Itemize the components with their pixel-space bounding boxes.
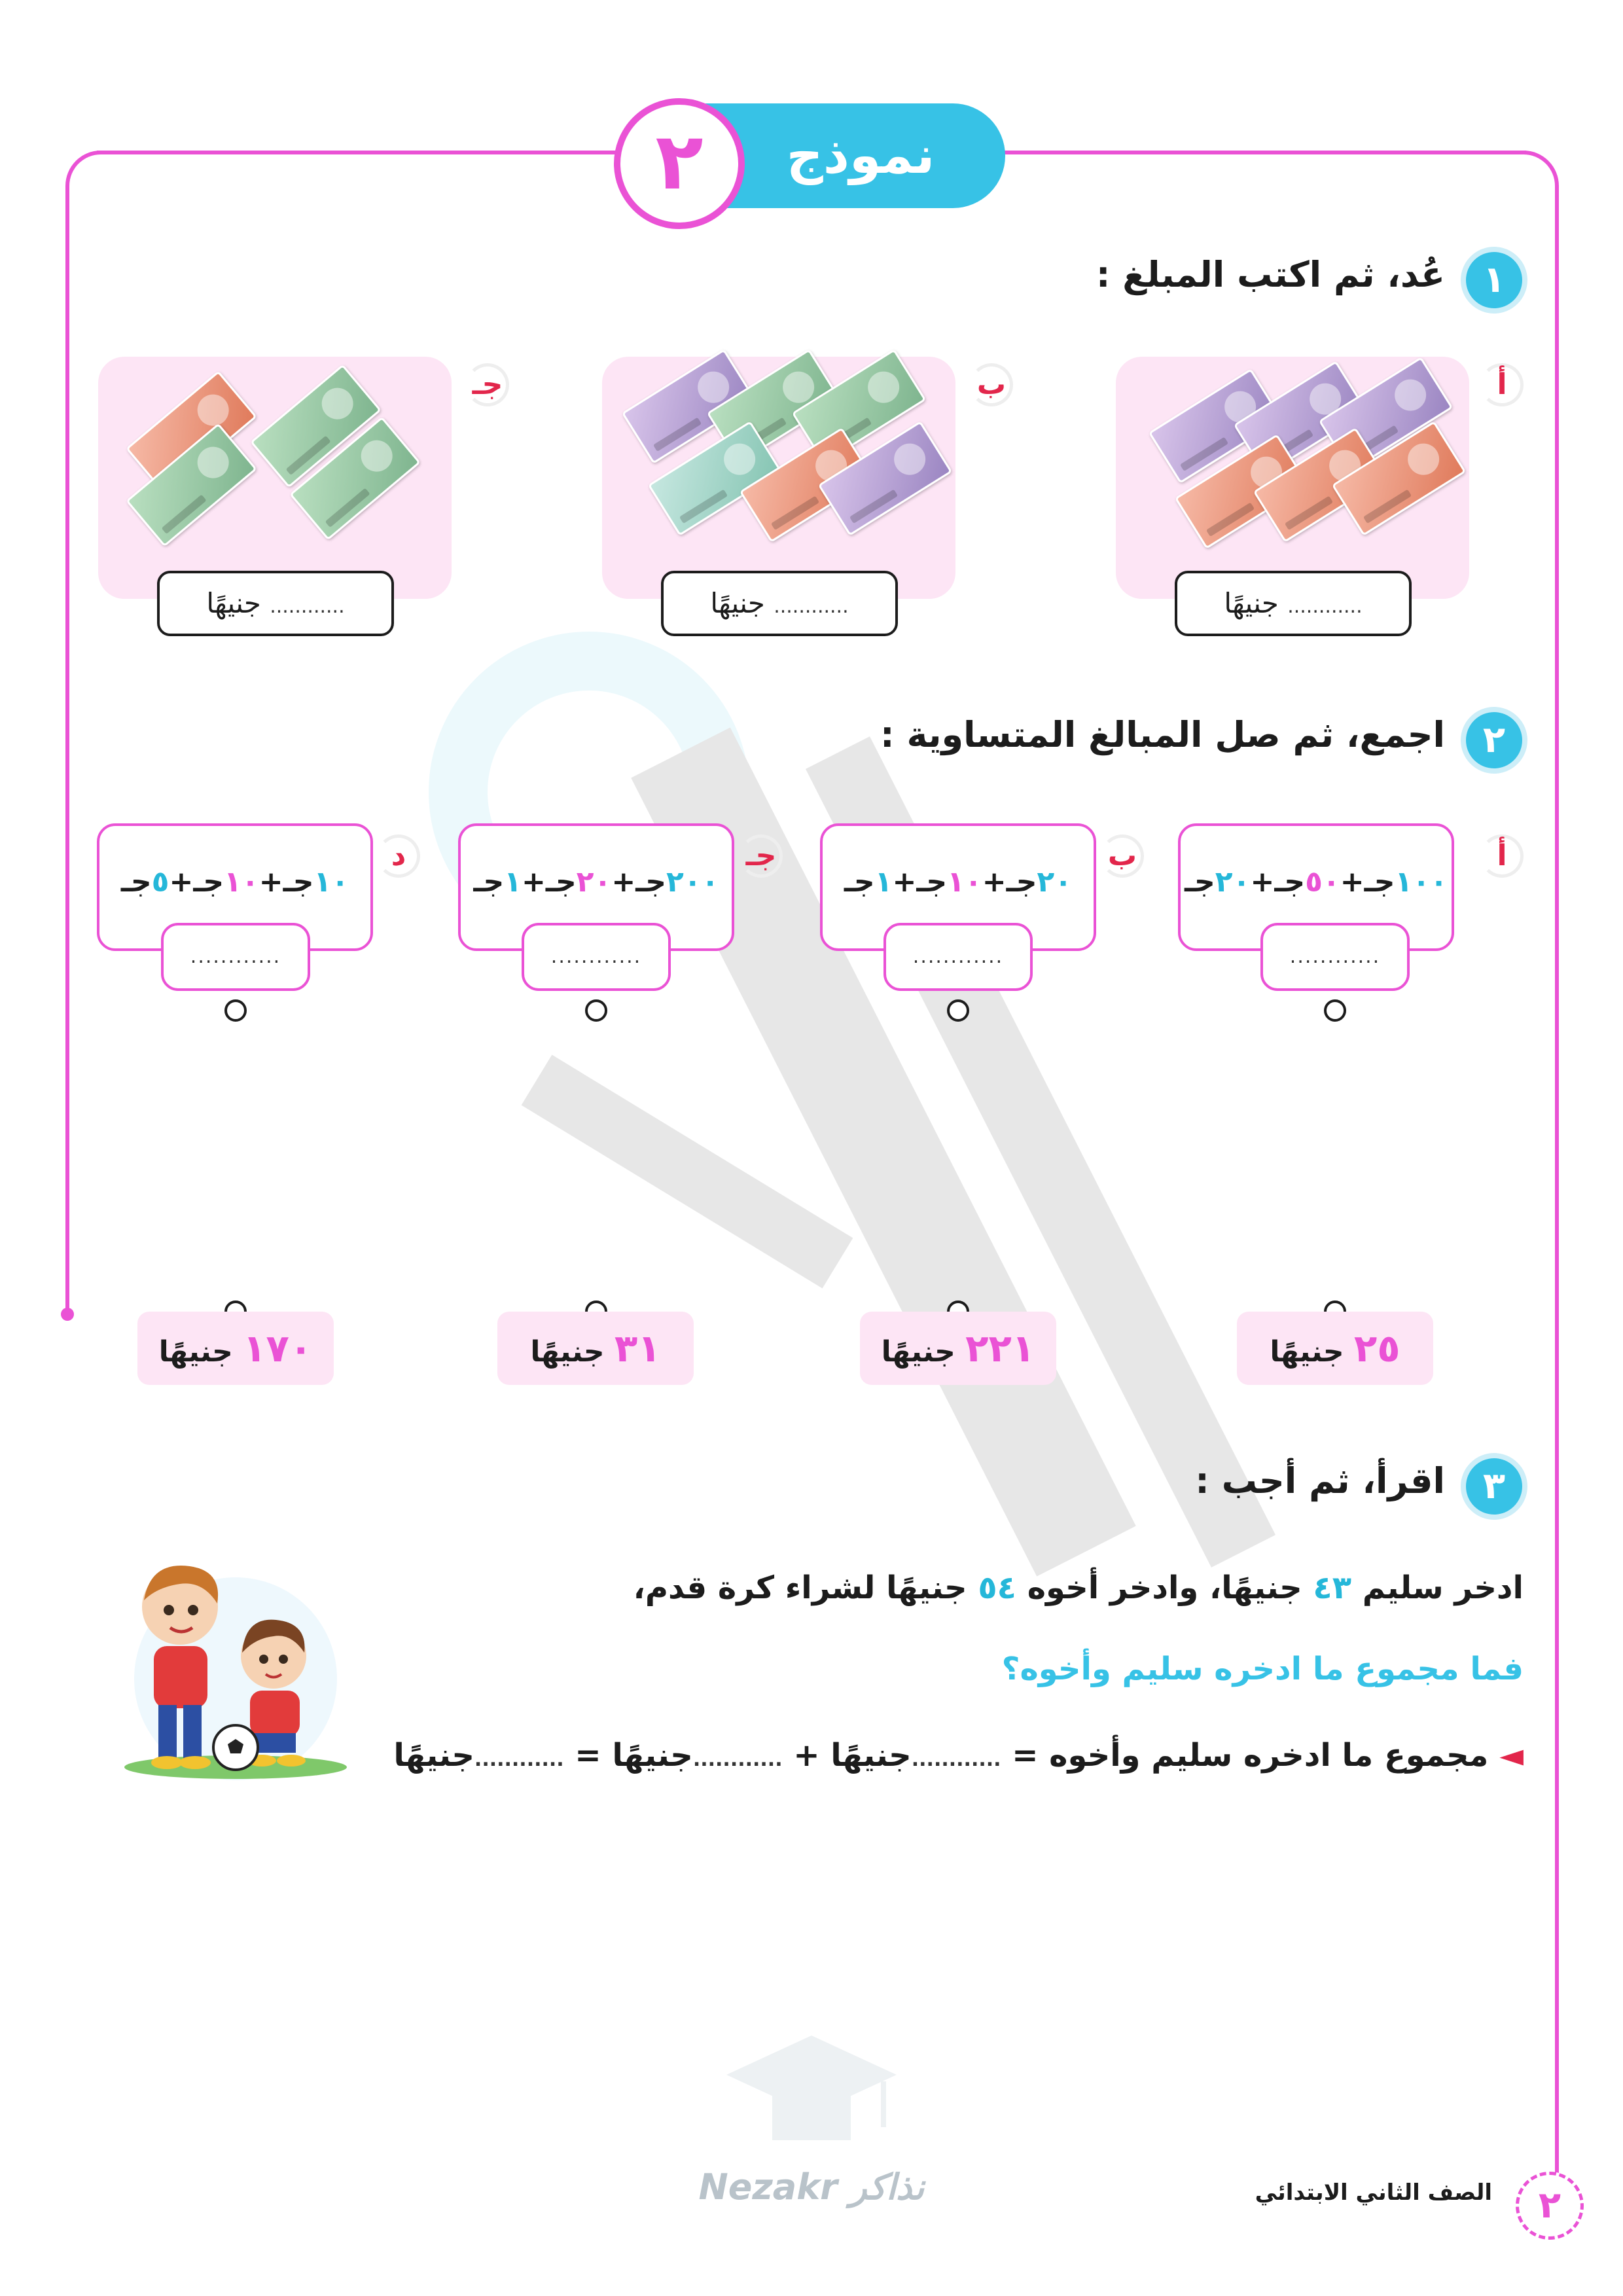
frame-right — [1555, 209, 1559, 2186]
story-text: ادخر سليم ٤٣ جنيهًا، وادخر أخوه ٥٤ جنيهًا لشراء كرة قدم، — [633, 1570, 1524, 1606]
q1-part-a-money — [1116, 357, 1469, 599]
q2-part-c-expression: ٢٠٠جـ+٢٠جـ+١جـ — [473, 865, 719, 899]
q2-part-a-connect-dot[interactable] — [1324, 999, 1346, 1022]
frame-left — [65, 209, 69, 1316]
q2-part-d-connect-dot[interactable] — [224, 999, 247, 1022]
model-number-badge: ٢ — [614, 98, 745, 229]
frame-top-right — [995, 151, 1526, 154]
q1-part-a-letter: أ — [1480, 363, 1524, 406]
answer-line[interactable]: ◄ مجموع ما ادخره سليم وأخوه = ............جنيهًا + ............جنيهًا = ............جنيهًا — [393, 1737, 1524, 1774]
frame-corner-right — [1493, 151, 1559, 216]
q2-part-c-answer[interactable]: ............ — [522, 923, 671, 991]
q1-part-b-money — [602, 357, 955, 599]
q2-part-c-letter: جـ — [740, 834, 783, 878]
question-2-text: اجمع، ثم صل المبالغ المتساوية : — [880, 714, 1445, 755]
q2-part-a-letter: أ — [1480, 834, 1524, 878]
q1-part-a-answer[interactable]: ............ جنيهًا — [1175, 571, 1412, 636]
question-1-number: ١ — [1466, 252, 1522, 308]
q2-part-b-connect-dot[interactable] — [947, 999, 969, 1022]
q2-part-b-expression: ٢٠جـ+١٠جـ+١جـ — [844, 865, 1073, 899]
q1-part-c-letter: جـ — [466, 363, 509, 406]
question-3-text: اقرأ، ثم أجب : — [1195, 1460, 1445, 1501]
q1-part-c-answer[interactable]: ............ جنيهًا — [157, 571, 394, 636]
q2-part-d-expression: ١٠جـ+١٠جـ+٥جـ — [120, 865, 349, 899]
amount-pill-4: ١٧٠ جنيهًا — [137, 1312, 334, 1385]
q2-part-d-answer[interactable]: ............ — [161, 923, 310, 991]
q2-part-a-expression: ١٠٠جـ+٥٠جـ+٢٠جـ — [1184, 865, 1448, 899]
frame-corner-left — [65, 151, 131, 216]
story-question: فما مجموع ما ادخره سليم وأخوه؟ — [1001, 1651, 1524, 1687]
q2-part-d-letter: د — [377, 834, 420, 878]
q2-part-b-letter: ب — [1101, 834, 1144, 878]
q1-part-b-answer[interactable]: ............ جنيهًا — [661, 571, 898, 636]
amount-pill-3: ٣١ جنيهًا — [497, 1312, 694, 1385]
page-title: نموذج — [786, 126, 935, 185]
q1-part-c-money — [98, 357, 452, 599]
amount-pill-1: ٢٥ جنيهًا — [1237, 1312, 1433, 1385]
q1-part-b-letter: ب — [970, 363, 1013, 406]
brand-name: Nezakr نذاكر — [698, 2166, 925, 2208]
watermark-logo — [340, 622, 1322, 1604]
q2-part-a-answer[interactable]: ............ — [1260, 923, 1410, 991]
frame-end-dot — [61, 1308, 74, 1321]
question-1-text: عُد، ثم اكتب المبلغ : — [1096, 254, 1445, 295]
q2-part-b-answer[interactable]: ............ — [883, 923, 1033, 991]
amount-pill-2: ٢٢١ جنيهًا — [860, 1312, 1056, 1385]
q2-part-c-connect-dot[interactable] — [585, 999, 607, 1022]
grade-label: الصف الثاني الابتدائي — [1255, 2179, 1492, 2206]
page-number: ٢ — [1516, 2172, 1584, 2240]
question-3-number: ٣ — [1466, 1458, 1522, 1515]
frame-top-left — [97, 151, 627, 154]
kids-football-illustration — [105, 1548, 353, 1784]
question-2-number: ٢ — [1466, 712, 1522, 768]
arrow-icon: ◄ — [1499, 1737, 1524, 1774]
